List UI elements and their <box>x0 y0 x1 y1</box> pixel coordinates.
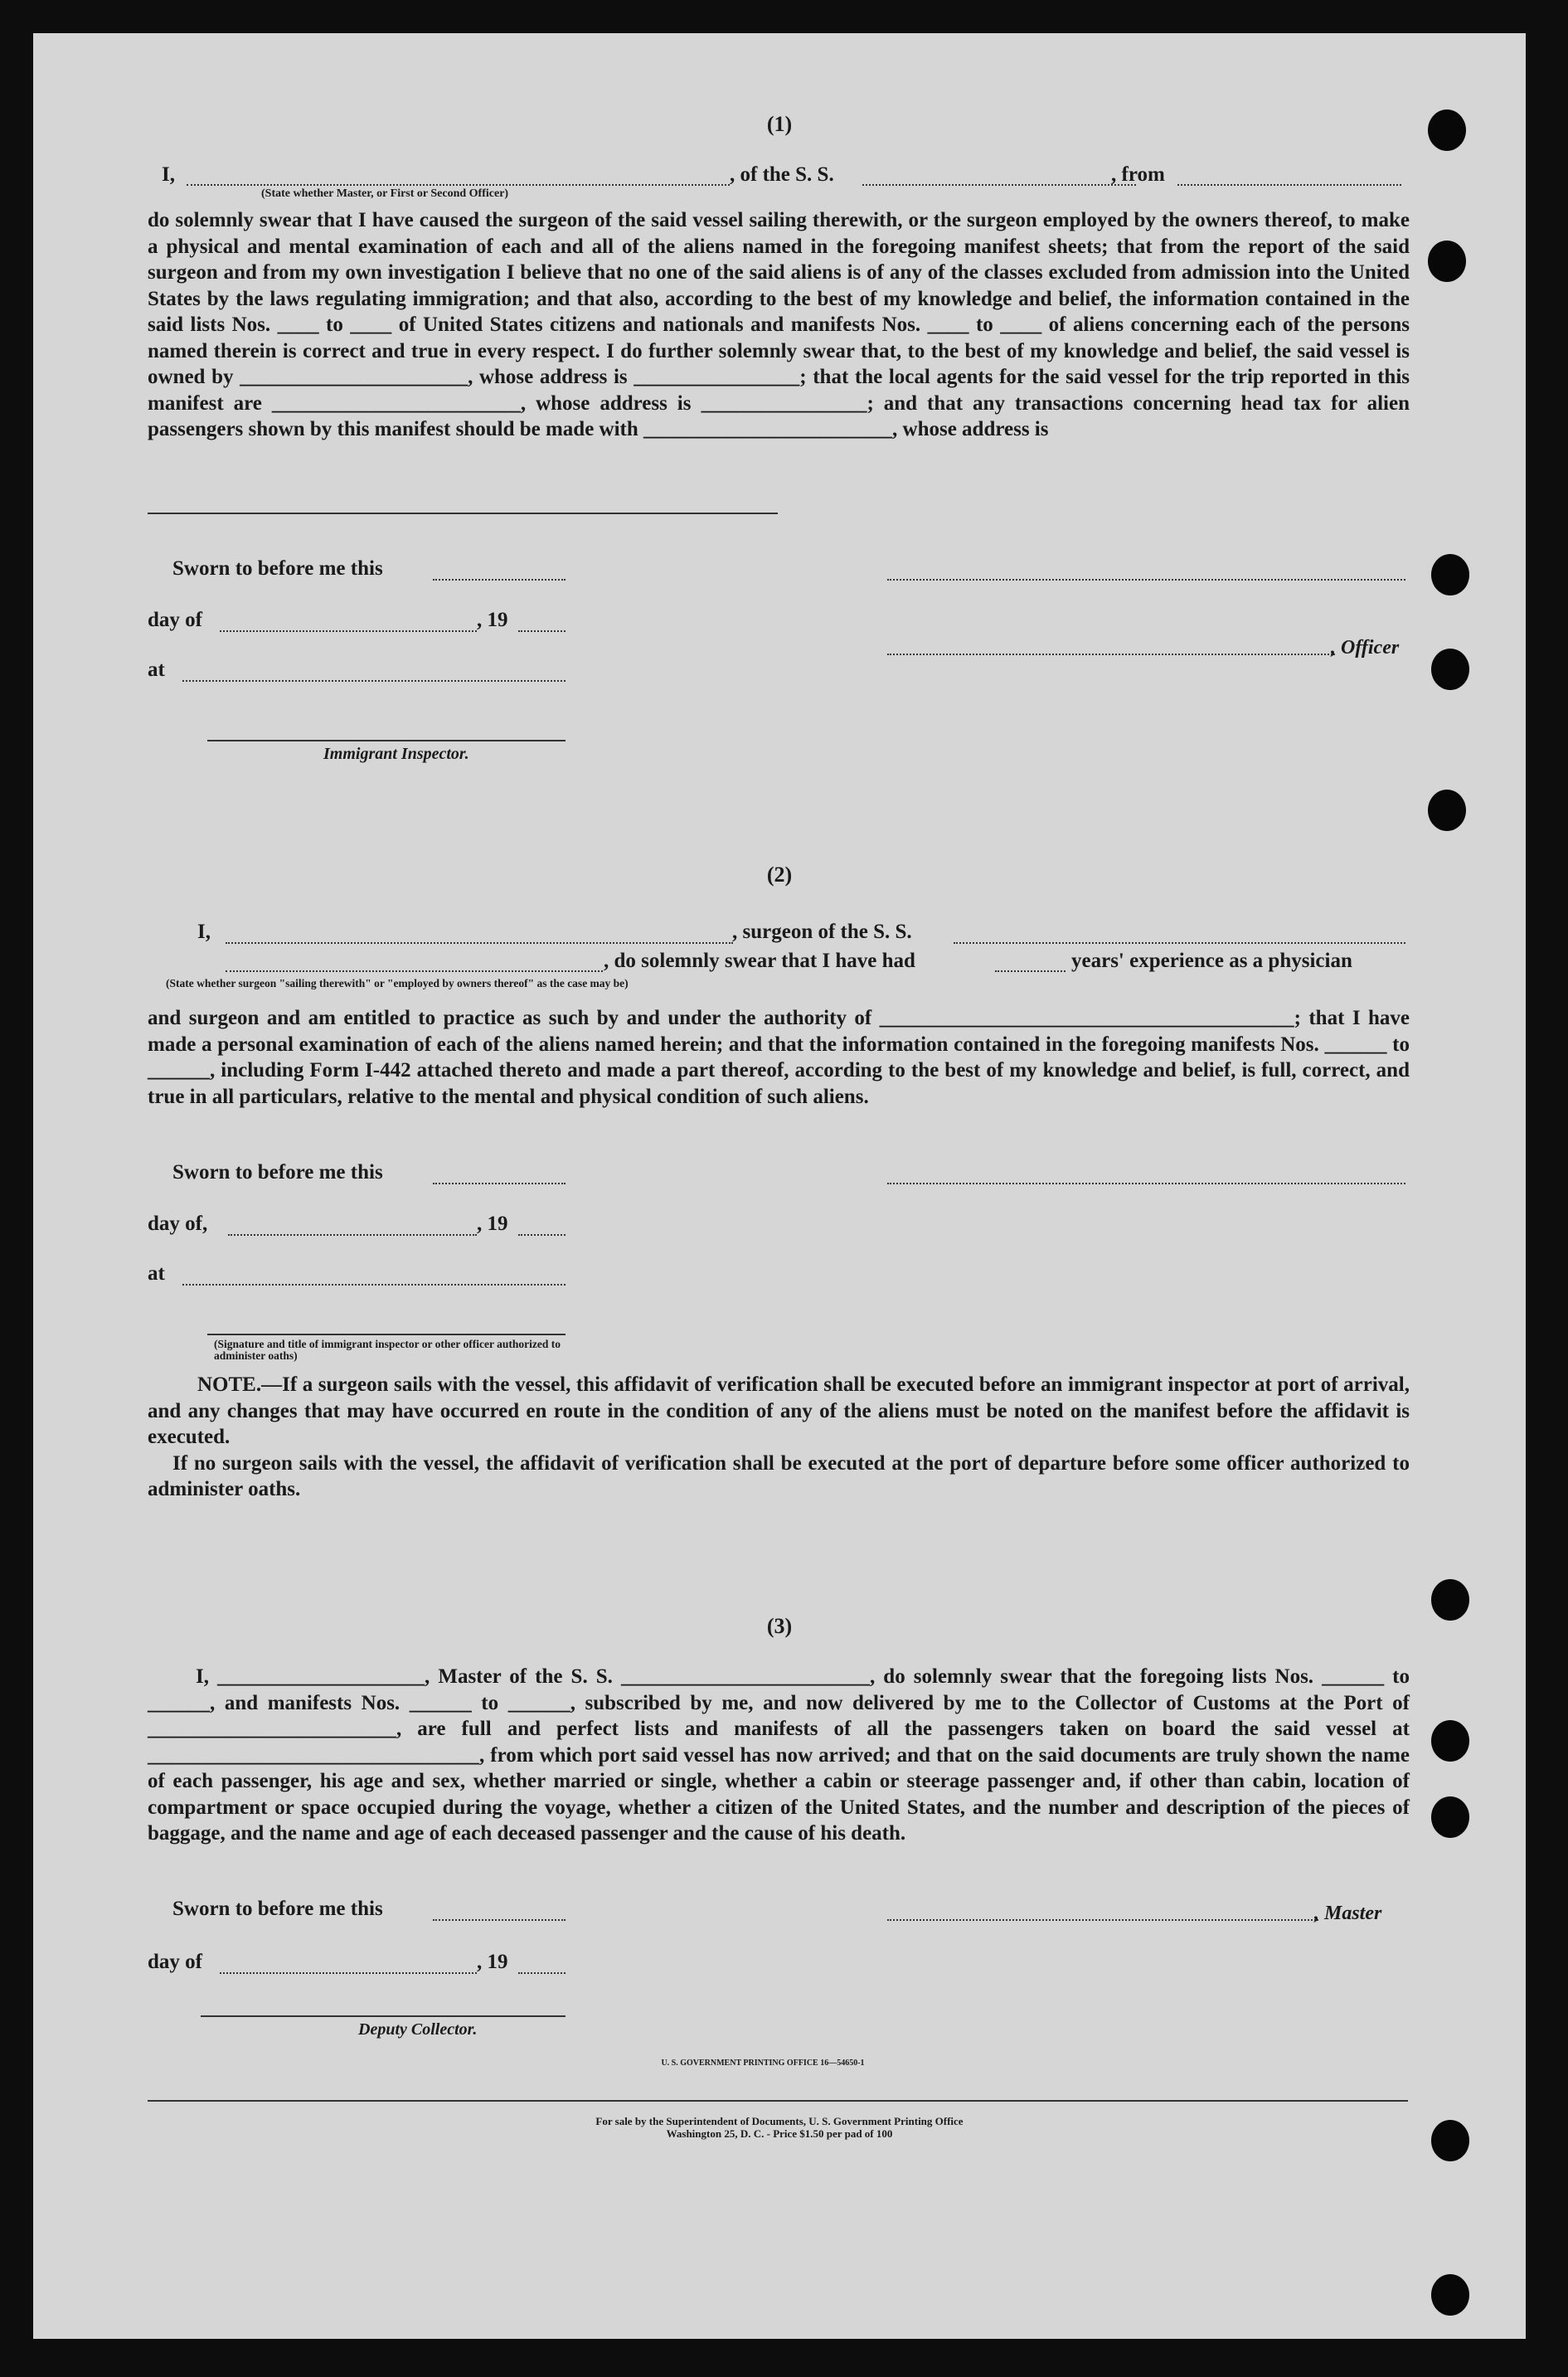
officer-signature-line[interactable] <box>887 579 1405 581</box>
vessel-name-line[interactable] <box>862 184 1136 186</box>
surgeon-signature-line[interactable] <box>887 1183 1405 1184</box>
punch-hole <box>1431 554 1469 595</box>
footer-rule <box>148 2100 1408 2102</box>
section-number: (1) <box>766 112 793 136</box>
punch-hole <box>1431 1720 1469 1762</box>
surgeon-vessel-line[interactable] <box>954 942 1405 944</box>
sworn-label: Sworn to before me this <box>172 557 383 580</box>
year-line[interactable] <box>518 1234 566 1236</box>
sworn-day-line[interactable] <box>433 579 566 581</box>
year-label: , 19 <box>477 609 508 631</box>
at-label: at <box>148 1262 165 1285</box>
day-of-line[interactable] <box>228 1234 477 1236</box>
master-label: , Master <box>1314 1903 1382 1924</box>
punch-hole <box>1431 649 1469 690</box>
from-label: , from <box>1111 163 1165 186</box>
note-block <box>148 1372 1410 1503</box>
punch-hole <box>1431 2274 1469 2316</box>
from-port-line[interactable] <box>1177 184 1401 186</box>
day-of-line[interactable] <box>220 1972 477 1974</box>
section3-oath-text: I, ____________________, Master of the S. S. ________________________, do solemnly swear that the foregoing lists Nos. ______ to ______, and manifests Nos. ______ to ______, subscribed by me, and now delivered by me to the Collector of Customs at the Port of ________________________, are full and perfect lists and manifests of all the passengers taken on board the said vessel at ________________________________, from which port said vessel has now arrived; and that on the said documents are truly shown the name of each passenger, his age and sex, whether married or single, whether a cabin or steerage passenger and, if other than cabin, location of compartment or space occupied during the voyage, whether a citizen of the United States, and the number and description of the pieces of baggage, and the name and age of each deceased passenger and the cause of his death. <box>148 1665 1410 1845</box>
oath-i-label: I, <box>162 163 175 186</box>
day-of-label: day of <box>148 609 202 631</box>
no-surgeon-note: If no surgeon sails with the vessel, the affidavit of verification shall be executed at the port of departure before some officer authorized to administer oaths. <box>148 1451 1410 1500</box>
immigrant-inspector-label: Immigrant Inspector. <box>323 745 469 763</box>
section2-oath-text: and surgeon and am entitled to practice as such by and under the authority of ________________________________________; that I have made a personal examination of each of the aliens named herein; and that the information contained in the foregoing manifests Nos. ______ to ______, including Form I-442 attached thereto and made a part thereof, according to the best of my knowledge and belief, is full, correct, and true in all particulars, relative to the mental and physical condition of such aliens. <box>148 1007 1410 1108</box>
section-number: (2) <box>766 863 793 887</box>
punch-hole <box>1428 241 1466 282</box>
surgeon-note: NOTE.—If a surgeon sails with the vessel, this affidavit of verification shall be executed before an immigrant inspector at port of arrival, and any changes that may have occurred en route in the condition of any of the aliens must be noted on the manifest before the affidavit is executed. <box>148 1373 1410 1448</box>
sworn-label: Sworn to before me this <box>172 1161 383 1184</box>
years-experience-line[interactable] <box>995 970 1066 972</box>
section1-address-line <box>148 513 778 514</box>
deputy-collector-label: Deputy Collector. <box>358 2020 478 2039</box>
inspector-signature-line[interactable] <box>207 1334 566 1335</box>
swear-had-label: , do solemnly swear that I have had <box>604 950 915 972</box>
officer-name-line[interactable] <box>187 184 730 186</box>
surgeon-name-line[interactable] <box>226 942 733 944</box>
surgeon-of-label: , surgeon of the S. S. <box>732 921 912 943</box>
sale-notice-line-1: For sale by the Superintendent of Documents, U. S. Government Printing Office <box>595 2115 964 2127</box>
gpo-imprint: U. S. GOVERNMENT PRINTING OFFICE 16—54650-1 <box>661 2059 865 2068</box>
section3-body <box>148 1664 1410 1847</box>
year-line[interactable] <box>518 1972 566 1974</box>
sale-notice-line-2: Washington 25, D. C. - Price $1.50 per pad of 100 <box>666 2127 893 2140</box>
day-of-label: day of, <box>148 1213 208 1235</box>
of-ss-label: , of the S. S. <box>730 163 834 186</box>
at-place-line[interactable] <box>182 680 566 682</box>
at-label: at <box>148 659 165 681</box>
section1-body <box>148 207 1410 443</box>
section-number: (3) <box>766 1614 793 1638</box>
at-place-line[interactable] <box>182 1284 566 1286</box>
years-experience-label: years' experience as a physician <box>1071 950 1352 972</box>
sworn-day-line[interactable] <box>433 1183 566 1184</box>
officer-rank-note: (State whether Master, or First or Second Officer) <box>261 187 509 200</box>
surgeon-type-line[interactable] <box>226 970 603 972</box>
oath-i-label: I, <box>197 921 211 943</box>
surgeon-type-note: (State whether surgeon "sailing therewith" or "employed by owners thereof" as the case may be) <box>166 977 629 989</box>
signature-title-note <box>214 1339 562 1362</box>
punch-hole <box>1431 1796 1469 1838</box>
year-line[interactable] <box>518 630 566 632</box>
deputy-signature-line[interactable] <box>201 2015 566 2017</box>
inspector-signature-line[interactable] <box>207 740 566 741</box>
day-of-label: day of <box>148 1951 202 1973</box>
section2-body <box>148 1005 1410 1110</box>
manifest-affidavit-page <box>33 33 1526 2339</box>
sworn-day-line[interactable] <box>433 1919 566 1921</box>
section1-oath-text: do solemnly swear that I have caused the surgeon of the said vessel sailing therewith, or the surgeon employed by the owners thereof, to make a physical and mental examination of each and all of the aliens named in the foregoing manifest sheets; that from the report of the said surgeon and from my own investigation I believe that no one of the said aliens is of any of the classes excluded from admission into the United States by the laws regulating immigration; and that also, according to the best of my knowledge and belief, the information contained in the said lists Nos. ____ to ____ of United States citizens and nationals and manifests Nos. ____ to ____ of aliens concerning each of the persons named therein is correct and true in every respect. I do further solemnly swear that, to the best of my knowledge and belief, the said vessel is owned by ______________________, whose address is ________________; that the local agents for the said vessel for the trip reported in this manifest are ________________________, whose address is ________________; and that any transactions concerning head tax for alien passengers shown by this manifest should be made with ________________________, whose address is <box>148 209 1410 440</box>
year-label: , 19 <box>477 1213 508 1235</box>
day-of-line[interactable] <box>220 630 477 632</box>
signature-title-note-text: (Signature and title of immigrant inspector or other officer authorized to administer oaths) <box>214 1338 561 1362</box>
year-label: , 19 <box>477 1951 508 1973</box>
officer-title-line[interactable] <box>887 654 1335 655</box>
officer-label: , Officer <box>1331 637 1400 659</box>
punch-hole <box>1428 790 1466 831</box>
sworn-label: Sworn to before me this <box>172 1898 383 1920</box>
master-signature-line[interactable] <box>887 1919 1318 1921</box>
